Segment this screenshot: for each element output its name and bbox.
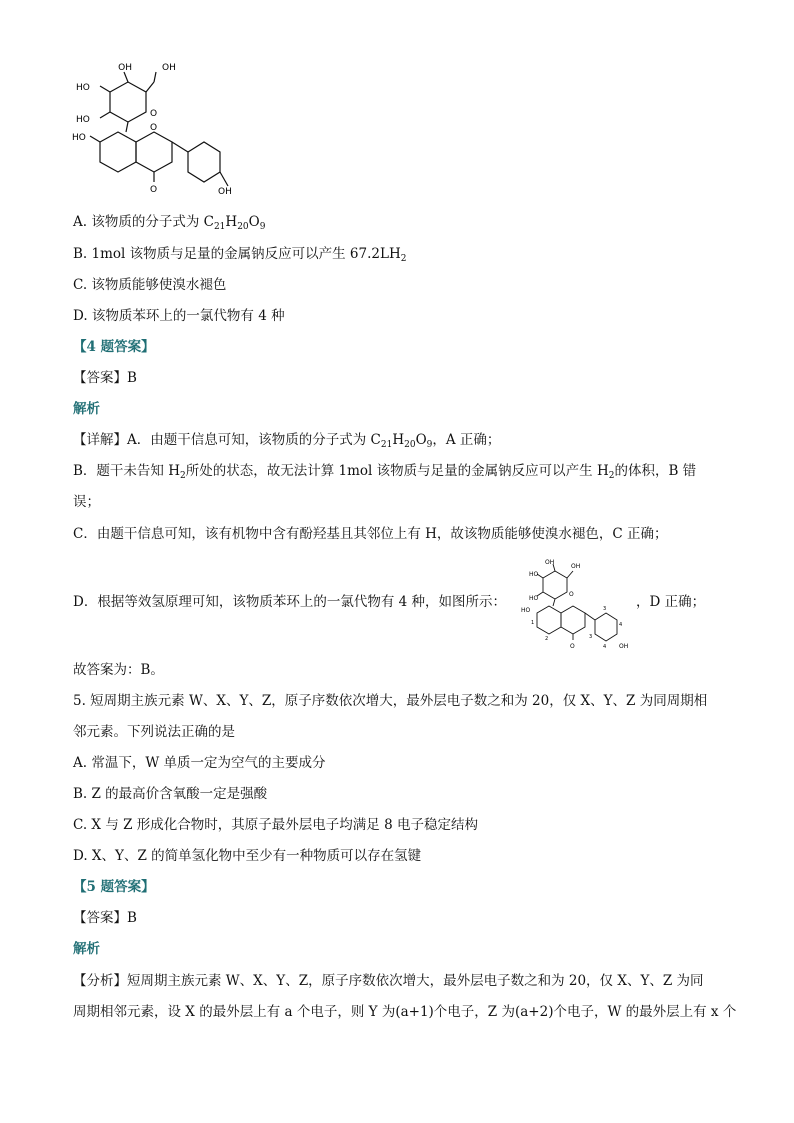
label-o-2: O [150,123,158,133]
label-ring-o: O [150,109,158,119]
q5-stem-line1: 5. 短周期主族元素 W、X、Y、Z，原子序数依次增大，最外层电子数之和为 20，仅 X、Y、Z 为同周期相 [73,693,708,709]
position-number-3a: 3 [603,606,607,612]
q4-detail-b-line2: 误； [73,494,100,510]
label-oh-1: OH [118,63,132,73]
label-o-carbonyl: O [150,185,158,195]
q4-answer: 【答案】B [73,370,137,386]
small-label-ring-o: O [569,591,574,598]
q5-analysis-line2: 周期相邻元素，设 X 的最外层上有 a 个电子，则 Y 为(a+1)个电子，Z 为(a+2)个电子，W 的最外层上有 x 个 [73,1004,737,1020]
q4-analysis-header: 解析 [73,401,100,417]
label-ho-1: HO [76,83,90,93]
q5-option-b: B. Z 的最高价含氧酸一定是强酸 [73,786,268,802]
label-ho-3: HO [72,133,86,143]
small-label-oh-3: OH [619,643,629,650]
q4-conclusion: 故答案为：B。 [73,662,164,678]
q5-option-d: D. X、Y、Z 的简单氢化物中至少有一种物质可以存在氢键 [73,848,422,864]
q4-option-c: C. 该物质能够使溴水褪色 [73,277,227,293]
small-label-ho-1: HO [529,571,539,578]
q4-detail-a: 【详解】A．由题干信息可知，该物质的分子式为 $C_{21}H_{20}O_9$，A 正确； [73,432,501,450]
q5-analysis-header: 解析 [73,941,100,957]
label-oh-2: OH [162,63,176,73]
q4-option-a: A. 该物质的分子式为 $C_{21}H_{20}O_9$ [73,214,266,232]
small-label-ho-2: HO [529,595,539,602]
position-number-2: 2 [545,636,549,642]
q5-stem-line2: 邻元素。下列说法正确的是 [73,724,235,740]
q4-answer-header: 【4 题答案】 [73,339,155,355]
position-number-4b: 4 [603,644,607,650]
q5-answer-header: 【5 题答案】 [73,879,155,895]
q4-detail-d-suffix: ，D 正确； [636,594,706,610]
q4-option-d: D. 该物质苯环上的一氯代物有 4 种 [73,308,285,324]
q4-detail-d-text: D．根据等效氢原理可知，该物质苯环上的一氯代物有 4 种，如图所示： [73,594,506,610]
small-label-ho-3: HO [521,607,531,614]
small-label-o: O [570,643,575,650]
q4-detail-b-line1: B．题干未告知 $H_2$所处的状态，故无法计算 1mol 该物质与足量的金属钠反应可以产生 $H_2$的体积，B 错 [73,463,697,481]
label-oh-phenol: OH [218,187,232,197]
q4-option-b: B. 1mol 该物质与足量的金属钠反应可以产生 $67.2LH_2$ [73,246,407,264]
position-number-3b: 3 [589,634,593,640]
position-number-1: 1 [531,620,535,626]
label-ho-2: HO [76,115,90,125]
molecule-numbered-diagram [515,556,635,652]
position-number-4a: 4 [619,622,623,628]
q5-option-a: A. 常温下，W 单质一定为空气的主要成分 [73,755,326,771]
small-label-oh-1: OH [545,559,555,566]
q5-analysis-line1: 【分析】短周期主族元素 W、X、Y、Z，原子序数依次增大，最外层电子数之和为 20，仅 X、Y、Z 为同 [73,973,704,989]
q5-answer: 【答案】B [73,910,137,926]
small-label-oh-2: OH [571,563,581,570]
q4-detail-c: C．由题干信息可知，该有机物中含有酚羟基且其邻位上有 H，故该物质能够使溴水褪色，C 正确； [73,526,668,542]
molecule-structure-diagram [70,60,270,200]
q5-option-c: C. X 与 Z 形成化合物时，其原子最外层电子均满足 8 电子稳定结构 [73,817,478,833]
